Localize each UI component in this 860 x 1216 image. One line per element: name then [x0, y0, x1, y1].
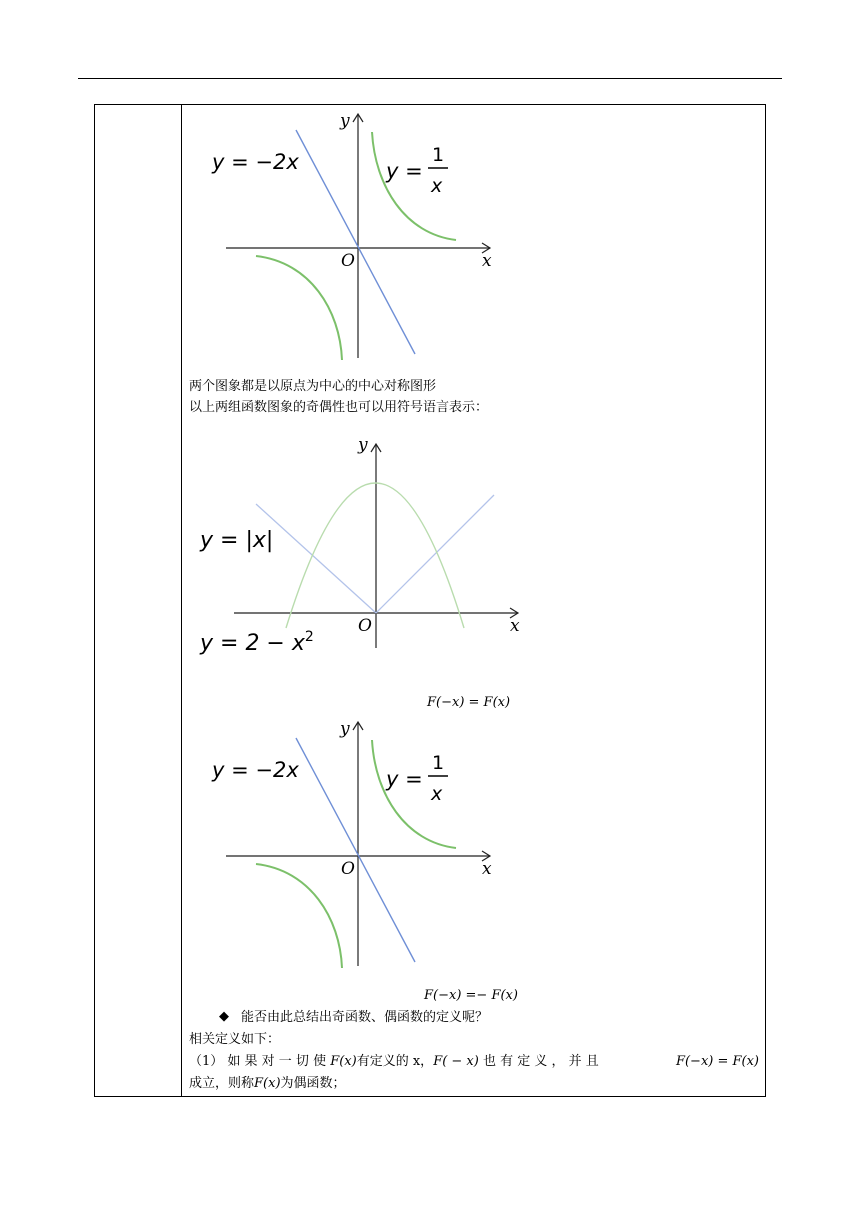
- def1-part-a: （1） 如 果 对 一 切 使: [189, 1054, 327, 1069]
- axis-label-y: y: [340, 111, 350, 131]
- def1-line2-fx: F(x): [254, 1076, 281, 1091]
- def1-line2-a: 成立，则称: [189, 1076, 255, 1091]
- formula-even: F(−x) = F(x): [427, 695, 511, 710]
- definitions-heading: 相关定义如下：: [189, 1032, 281, 1047]
- header-rule: [78, 78, 782, 79]
- axis-label-x: x: [510, 616, 520, 636]
- graph-label-recip-lhs: y =: [386, 159, 423, 183]
- graph-odd-functions-2: [200, 714, 510, 974]
- graph-label-recip-den: x: [431, 175, 443, 197]
- def1-part-b: 有定义的 x，: [356, 1054, 434, 1069]
- def1-f-negx: F( − x): [433, 1054, 479, 1069]
- axis-label-y: y: [358, 435, 368, 455]
- graph-label-recip-den: x: [431, 783, 443, 805]
- def1-part-c: 也 有 定 义 ， 并 且: [482, 1054, 599, 1069]
- axis-label-y: y: [340, 719, 350, 739]
- graph-odd-functions-1: [200, 106, 510, 366]
- graph-label-parabola: $y = 2 - x^2$: [200, 629, 314, 656]
- axis-label-x: x: [482, 251, 492, 271]
- text-line-1: 两个图象都是以原点为中心的中心对称图形: [189, 379, 437, 394]
- definition-1-line-2: [189, 1075, 346, 1093]
- def1-f-x: F(x): [330, 1054, 357, 1069]
- axis-label-x: x: [482, 859, 492, 879]
- graph-label-recip-num: 1: [432, 752, 445, 774]
- def1-equation: F(−x) = F(x): [675, 1054, 759, 1069]
- reciprocal-branch-q3: [256, 256, 342, 360]
- abs-line-left: [256, 504, 376, 613]
- graph-label-linear: y = −2x: [212, 758, 299, 782]
- definition-1-line-1: [189, 1053, 759, 1071]
- origin-label: O: [341, 859, 355, 879]
- origin-label: O: [341, 251, 355, 271]
- origin-label: O: [358, 616, 372, 636]
- reciprocal-branch-q3: [256, 864, 342, 968]
- graph-label-recip-num: 1: [432, 144, 445, 166]
- graph-label-abs: y = |x|: [200, 528, 274, 553]
- formula-odd: F(−x) =− F(x): [424, 988, 518, 1003]
- bullet-question: 能否由此总结出奇函数、偶函数的定义呢？: [241, 1010, 489, 1025]
- bullet-diamond-icon: ◆: [219, 1009, 229, 1024]
- parabola-curve: [286, 483, 464, 628]
- graph-label-recip-lhs: y =: [386, 767, 423, 791]
- abs-line-right: [376, 495, 494, 613]
- def1-line2-b: 为偶函数；: [280, 1076, 346, 1091]
- table-column-divider: [181, 105, 182, 1096]
- graph-label-linear: y = −2x: [212, 150, 299, 174]
- graph-even-functions: [190, 428, 540, 663]
- text-line-2: 以上两组函数图象的奇偶性也可以用符号语言表示：: [189, 400, 489, 415]
